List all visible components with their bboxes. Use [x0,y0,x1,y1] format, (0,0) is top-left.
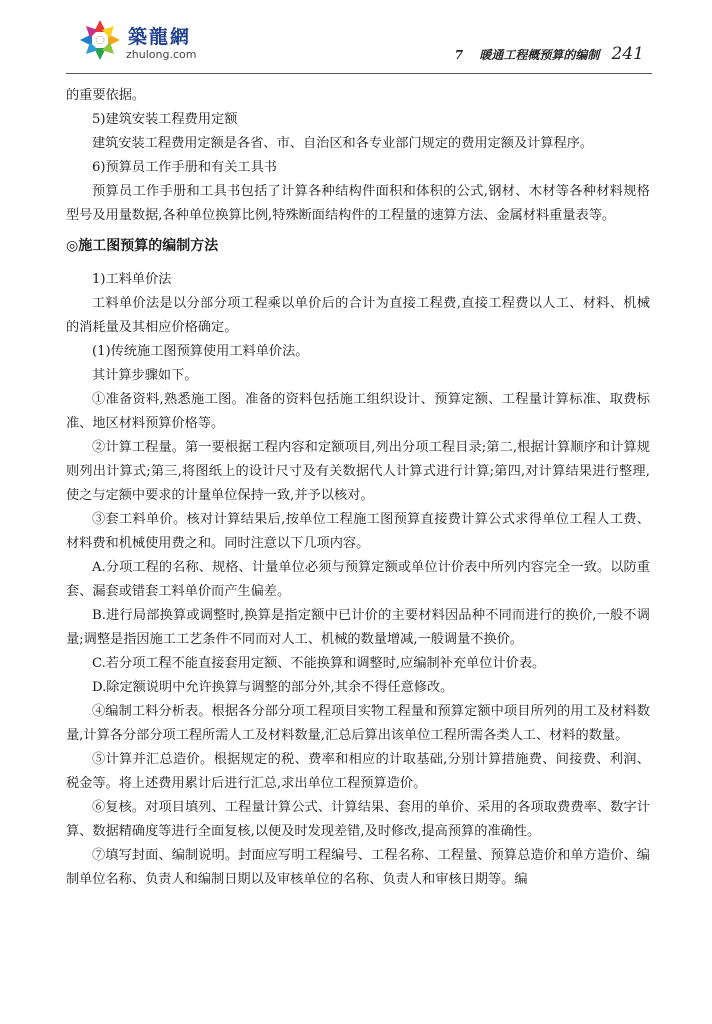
paragraph: (1)传统施工图预算使用工料单价法。 [92,344,309,359]
chapter-number: 7 [454,48,464,62]
running-head [455,44,644,64]
paragraph: A.分项工程的名称、规格、计量单位必须与预算定额或单位计价表中所列内容完全一致。以防重套、漏套或错套工料单价而产生偏差。 [66,560,650,599]
item-heading: 5)建筑安装工程费用定额 [92,112,238,127]
item-heading: 6)预算员工作手册和有关工具书 [92,160,277,175]
chapter-title: 暖通工程概预算的编制 [479,48,600,62]
paragraph: 的重要依据。 [66,88,146,103]
paragraph: ④编制工料分析表。根据各分部分项工程项目实物工程量和预算定额中项目所列的用工及材料数量,计算各分部分项工程所需人工及材料数量,汇总后算出该单位工程所需各类人工、材料的数量。 [66,704,650,743]
paragraph: 预算员工作手册和工具书包括了计算各种结构件面积和体积的公式,钢材、木材等各种材料规格型号及用量数据,各种单位换算比例,特殊断面结构件的工程量的速算方法、金属材料重量表等。 [66,184,650,223]
paragraph: ②计算工程量。第一要根据工程内容和定额项目,列出分项工程目录;第二,根据计算顺序和计算规则列出计算式;第三,将图纸上的设计尺寸及有关数据代人计算式进行计算;第四,对计算结果进行整理,使之与定额中要求的计量单位保持一致,并予以核对。 [66,440,650,503]
paragraph: ⑥复核。对项目填列、工程量计算公式、计算结果、套用的单价、采用的各项取费费率、数字计算、数据精确度等进行全面复核,以便及时发现差错,及时修改,提高预算的准确性。 [66,800,650,839]
logo-icon [78,18,122,62]
paragraph: ③套工料单价。核对计算结果后,按单位工程施工图预算直接费计算公式求得单位工程人工费、材料费和机械使用费之和。同时注意以下几项内容。 [66,512,650,551]
section-heading: ◎施工图预算的编制方法 [66,238,219,254]
logo-text-cn: 築龍網 [128,26,192,48]
paragraph: 其计算步骤如下。 [92,368,198,383]
paragraph: ⑦填写封面、编制说明。封面应写明工程编号、工程名称、工程量、预算总造价和单方造价、编制单位名称、负责人和编制日期以及审核单位的名称、负责人和审核日期等。编 [66,848,650,887]
paragraph: C.若分项工程不能直接套用定额、不能换算和调整时,应编制补充单位计价表。 [92,656,546,671]
item-heading: 1)工料单价法 [92,272,172,287]
paragraph: ①准备资料,熟悉施工图。准备的资料包括施工组织设计、预算定额、工程量计算标准、取费标准、地区材料预算价格等。 [66,392,650,431]
header-rule [66,73,652,74]
page-number: 241 [611,44,644,64]
paragraph: D.除定额说明中允许换算与调整的部分外,其余不得任意修改。 [92,680,454,695]
paragraph: B.进行局部换算或调整时,换算是指定额中已计价的主要材料因品种不同而进行的换价,一般不调量;调整是指因施工工艺条件不同而对人工、机械的数量增减,一般调量不换价。 [66,608,650,647]
page-body [66,84,650,892]
paragraph: 工料单价法是以分部分项工程乘以单价后的合计为直接工程费,直接工程费以人工、材料、机械的消耗量及其相应价格确定。 [66,296,650,335]
paragraph: 建筑安装工程费用定额是各省、市、自治区和各专业部门规定的费用定额及计算程序。 [92,136,594,151]
logo-text-en: zhulong.com [126,48,197,61]
zhulong-logo [78,18,228,66]
paragraph: ⑤计算并汇总造价。根据规定的税、费率和相应的计取基础,分别计算措施费、间接费、利润、税金等。将上述费用累计后进行汇总,求出单位工程预算造价。 [66,752,650,791]
